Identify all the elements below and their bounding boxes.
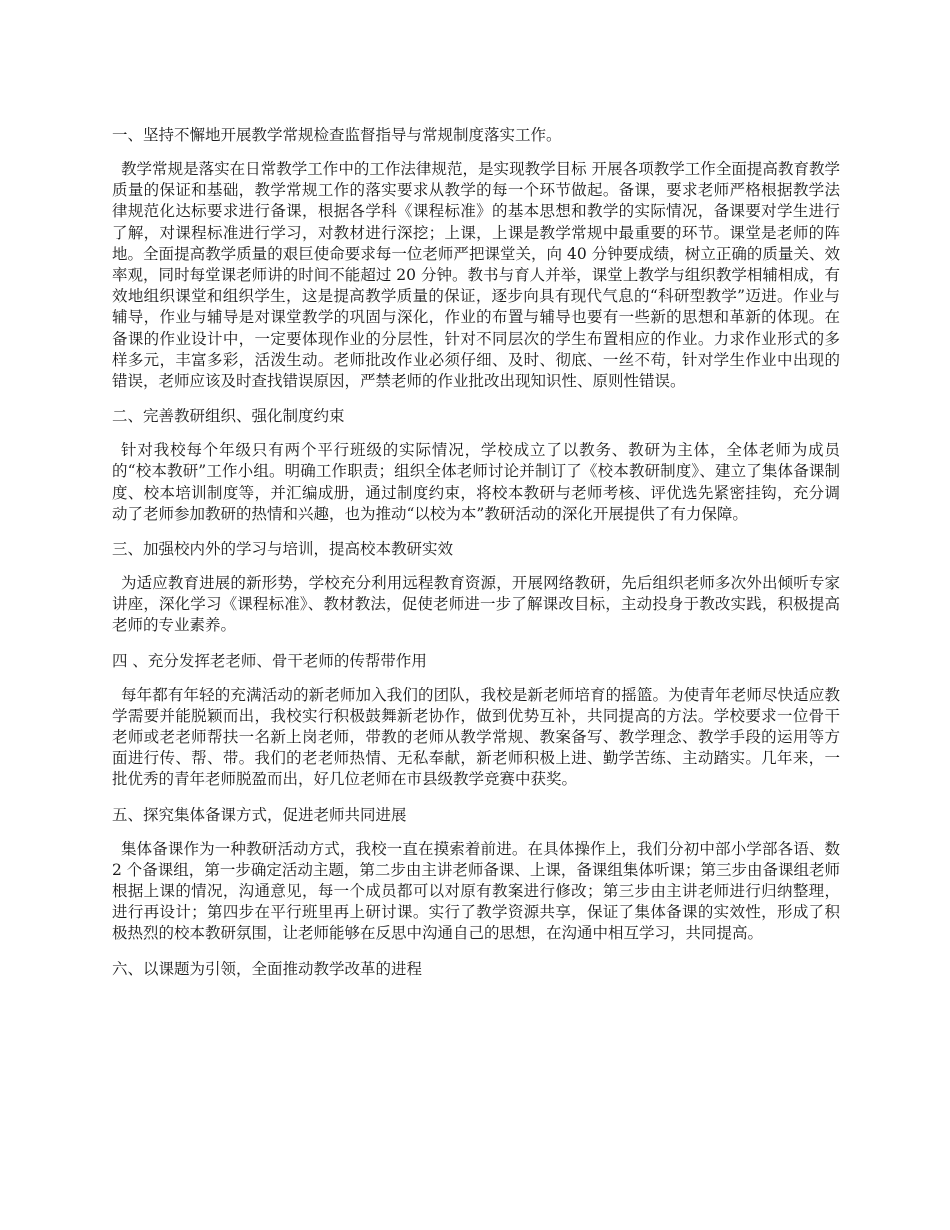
section-paragraph: 每年都有年轻的充满活动的新老师加入我们的团队，我校是新老师培育的摇篮。为使青年老师尽快适应教学需要并能脱颖而出，我校实行积极鼓舞新老协作，做到优势互补，共同提高的方法。学校要求一位骨干老师或老老师帮扶一名新上岗老师，带教的老师从教学常规、教案备写、教学理念、教学手段的运用等方面进行传、帮、带。我们的老老师热情、无私奉献，新老师积极上进、勤学苦练、主动踏实。几年来，一批优秀的青年老师脱盈而出，好几位老师在市县级教学竞赛中获奖。 bbox=[112, 685, 840, 789]
section-paragraph: 针对我校每个年级只有两个平行班级的实际情况，学校成立了以教务、教研为主体，全体老师为成员的“校本教研”工作小组。明确工作职责；组织全体老师讨论并制订了《校本教研制度》、建立了集体备课制度、校本培训制度等，并汇编成册，通过制度约束，将校本教研与老师考核、评优选先紧密挂钩，充分调动了老师参加教研的热情和兴趣，也为推动“以校为本”教研活动的深化开展提供了有力保障。 bbox=[112, 441, 840, 523]
section-heading: 六、以课题为引领，全面推动教学改革的进程 bbox=[112, 959, 423, 978]
section-heading: 二、完善教研组织、强化制度约束 bbox=[112, 407, 345, 426]
section-heading: 四 、充分发挥老老师、骨干老师的传帮带作用 bbox=[112, 651, 427, 670]
section-heading: 三、加强校内外的学习与培训，提高校本教研实效 bbox=[112, 540, 454, 559]
section-paragraph: 集体备课作为一种教研活动方式，我校一直在摸索着前进。在具体操作上，我们分初中部小学部各语、数 2 个备课组，第一步确定活动主题，第二步由主讲老师备课、上课，备课组集体听课；第三步由备课组老师根据上课的情况，沟通意见，每一个成员都可以对原有教案进行修改；第三步由主讲老师进行归纳整理，进行再设计；第四步在平行班里再上研讨课。实行了教学资源共享，保证了集体备课的实效性，形成了积极热烈的校本教研氛围，让老师能够在反思中沟通自己的思想，在沟通中相互学习，共同提高。 bbox=[112, 839, 840, 943]
document-page bbox=[112, 124, 840, 993]
section-heading: 一、坚持不懈地开展教学常规检查监督指导与常规制度落实工作。 bbox=[112, 126, 562, 144]
section-heading: 五、探究集体备课方式，促进老师共同进展 bbox=[112, 805, 407, 824]
section-paragraph: 教学常规是落实在日常教学工作中的工作法律规范，是实现教学目标 开展各项教学工作全面提高教育教学质量的保证和基础，教学常规工作的落实要求从教学的每一个环节做起。备课，要求老师严格根据教学法律规范化达标要求进行备课，根据各学科《课程标准》的基本思想和教学的实际情况，备课要对学生进行了解，对课程标准进行学习，对教材进行深挖；上课，上课是教学常规中最重要的环节。课堂是老师的阵地。全面提高教学质量的艰巨使命要求每一位老师严把课堂关，向 40 分钟要成绩，树立正确的质量关、效率观，同时每堂课老师讲的时间不能超过 20 分钟。教书与育人并举，课堂上教学与组织教学相辅相成，有效地组织课堂和组织学生，这是提高教学质量的保证，逐步向具有现代气息的“科研型教学”迈进。作业与辅导，作业与辅导是对课堂教学的巩固与深化，作业的布置与辅导也要有一些新的思想和革新的体现。在备课的作业设计中，一定要体现作业的分层性，针对不同层次的学生布置相应的作业。力求作业形式的多样多元，丰富多彩，活泼生动。老师批改作业必须仔细、及时、彻底、一丝不苟，针对学生作业中出现的错误，老师应该及时查找错误原因，严禁老师的作业批改出现知识性、原则性错误。 bbox=[112, 160, 840, 391]
section-paragraph: 为适应教育进展的新形势，学校充分利用远程教育资源，开展网络教研，先后组织老师多次外出倾听专家讲座，深化学习《课程标准》、教材教法，促使老师进一步了解课改目标，主动投身于教改实践，积极提高老师的专业素养。 bbox=[112, 574, 840, 635]
